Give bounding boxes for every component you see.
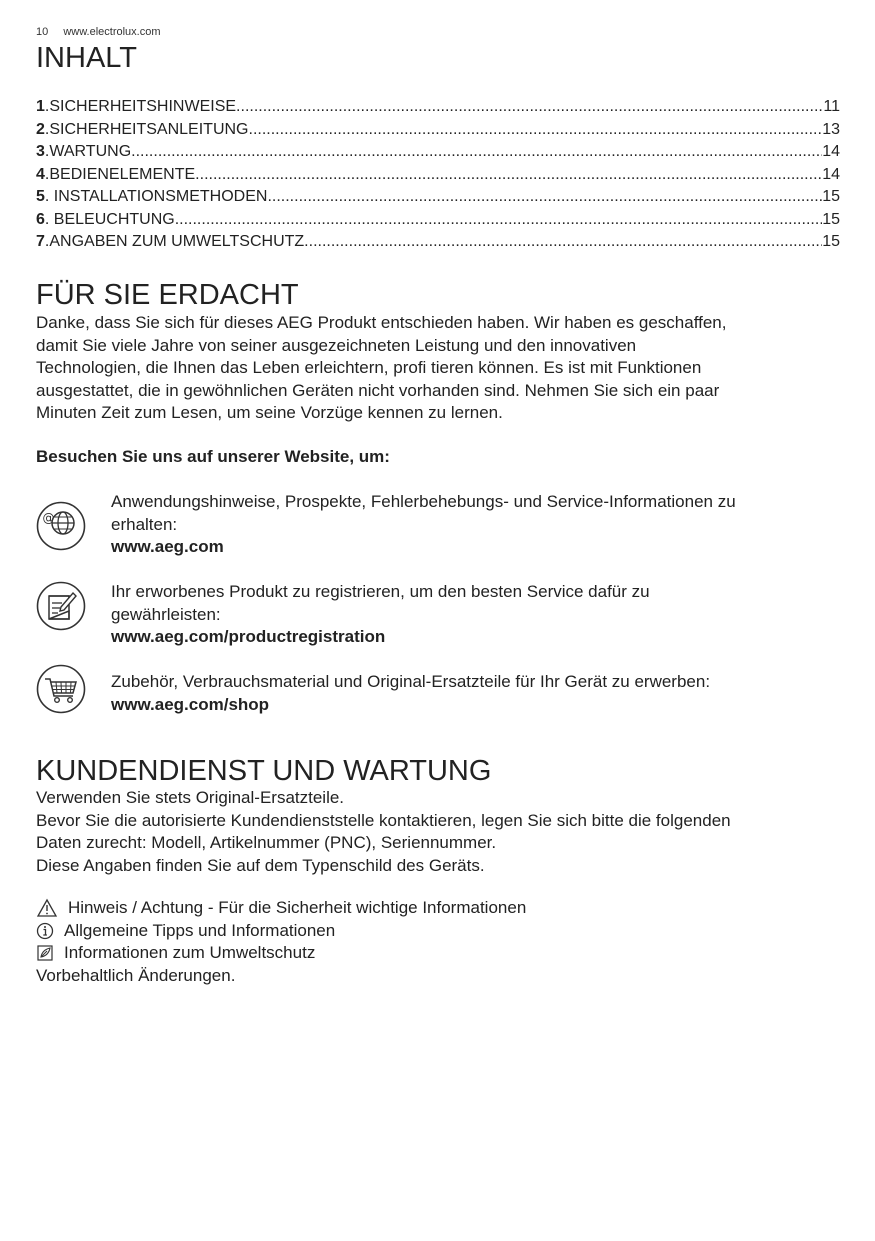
toc-item-number: 6 [36,210,45,228]
service-text [111,581,821,649]
toc-item-number: 4 [36,165,45,183]
legend-row-info [36,920,526,943]
legend-label: Allgemeine Tipps und Informationen [64,920,336,940]
toc-item-separator: . [44,233,50,250]
toc-item-number: 3 [36,143,45,160]
footer-note: Vorbehaltlich Änderungen. [36,965,236,985]
toc-item-page: 15 [822,233,840,250]
support-line: Daten zurecht: Modell, Artikelnummer (PNC), Seriennummer. [36,833,497,852]
toc-title: INHALT [36,42,137,74]
toc-item-label: BELEUCHTUNG [53,210,175,228]
toc-dot-leader [131,141,822,164]
service-link[interactable]: www.aeg.com/shop [111,694,270,714]
intro-line: Danke, dass Sie sich für dieses AEG Produkt entschieden haben. Wir haben es geschaffen, [36,313,727,332]
svg-text:@: @ [42,511,55,525]
toc-item-separator: . [44,210,54,228]
support-line: Diese Angaben finden Sie auf dem Typenschild des Geräts. [36,855,485,875]
toc-item-label: ANGABEN ZUM UMWELTSCHUTZ [49,233,305,250]
toc-item-page: 15 [822,210,840,228]
toc-item-number: 7 [36,233,45,250]
toc-dot-leader [175,209,823,232]
support-line: Bevor Sie die autorisierte Kundendienststelle kontaktieren, legen Sie sich bitte die folgenden [36,810,731,830]
legend-row-warning [36,897,526,920]
environment-icon [36,943,58,963]
toc-dot-leader [304,231,822,254]
legend-row-environment [36,942,526,965]
toc-item-number: 2 [36,120,45,138]
symbol-legend [36,897,526,987]
globe-at-icon [36,501,86,551]
toc-item-4[interactable] [36,164,840,187]
intro-line: damit Sie viele Jahre von seiner ausgezeichneten Leistung und den innovativen [36,335,637,355]
intro-line: ausgestattet, die in gewöhnlichen Geräten nicht vorhanden sind. Nehmen Sie sich ein paar [36,380,720,400]
toc-item-page: 13 [822,120,840,138]
toc-item-3[interactable] [36,141,840,164]
toc-dot-leader [267,186,822,209]
toc-item-6[interactable] [36,209,840,232]
visit-label: Besuchen Sie uns auf unserer Website, um: [36,447,390,466]
toc-item-5[interactable] [36,186,840,209]
toc-dot-leader [195,164,822,187]
toc-item-separator: . [44,143,50,160]
support-paragraph [36,787,826,877]
toc-dot-leader [236,96,823,119]
service-text [111,491,821,559]
shopping-cart-icon [36,664,86,714]
toc-item-number: 5 [36,188,45,205]
page-header [36,26,161,38]
service-link[interactable]: www.aeg.com [111,537,224,556]
toc-item-label: SICHERHEITSANLEITUNG [49,120,249,138]
toc-item-page: 11 [823,98,840,115]
toc-item-separator: . [44,165,50,183]
header-url[interactable]: www.electrolux.com [63,26,161,38]
warning-icon [36,898,58,918]
page-number: 10 [36,26,49,38]
legend-label: Informationen zum Umweltschutz [64,943,316,962]
toc-item-2[interactable] [36,119,840,142]
support-line: Verwenden Sie stets Original-Ersatzteile. [36,788,345,807]
toc-item-page: 15 [822,188,840,205]
service-line: Zubehör, Verbrauchsmaterial und Original-Ersatzteile für Ihr Gerät zu erwerben: [111,672,711,691]
toc-item-7[interactable] [36,231,840,254]
toc-item-label: BEDIENELEMENTE [49,165,196,183]
service-text [111,671,821,716]
service-line: gewährleisten: [111,604,221,624]
toc-item-number: 1 [36,98,45,115]
toc-dot-leader [249,119,823,142]
service-line: erhalten: [111,514,178,534]
toc-item-separator: . [44,98,50,115]
service-line: Anwendungshinweise, Prospekte, Fehlerbehebungs- und Service-Informationen zu [111,492,736,511]
intro-line: Minuten Zeit zum Lesen, um seine Vorzüge kennen zu lernen. [36,403,503,422]
toc-item-label: WARTUNG [49,143,132,160]
toc-item-page: 14 [822,165,840,183]
intro-line: Technologien, die Ihnen das Leben erleichtern, profi tieren können. Es ist mit Funktionen [36,358,702,377]
intro-title: FÜR SIE ERDACHT [36,279,299,311]
legend-label: Hinweis / Achtung - Für die Sicherheit wichtige Informationen [68,898,527,917]
toc-item-separator: . [44,120,50,138]
registration-icon [36,581,86,631]
toc-item-separator: . [44,188,54,205]
intro-paragraph [36,312,826,425]
table-of-contents [36,96,840,254]
info-icon [36,921,58,941]
toc-item-label: INSTALLATIONSMETHODEN [53,188,268,205]
service-line: Ihr erworbenes Produkt zu registrieren, um den besten Service dafür zu [111,582,650,601]
service-link[interactable]: www.aeg.com/productregistration [111,627,386,646]
toc-item-1[interactable] [36,96,840,119]
toc-item-page: 14 [822,143,840,160]
support-title: KUNDENDIENST UND WARTUNG [36,755,492,787]
toc-item-label: SICHERHEITSHINWEISE [49,98,237,115]
